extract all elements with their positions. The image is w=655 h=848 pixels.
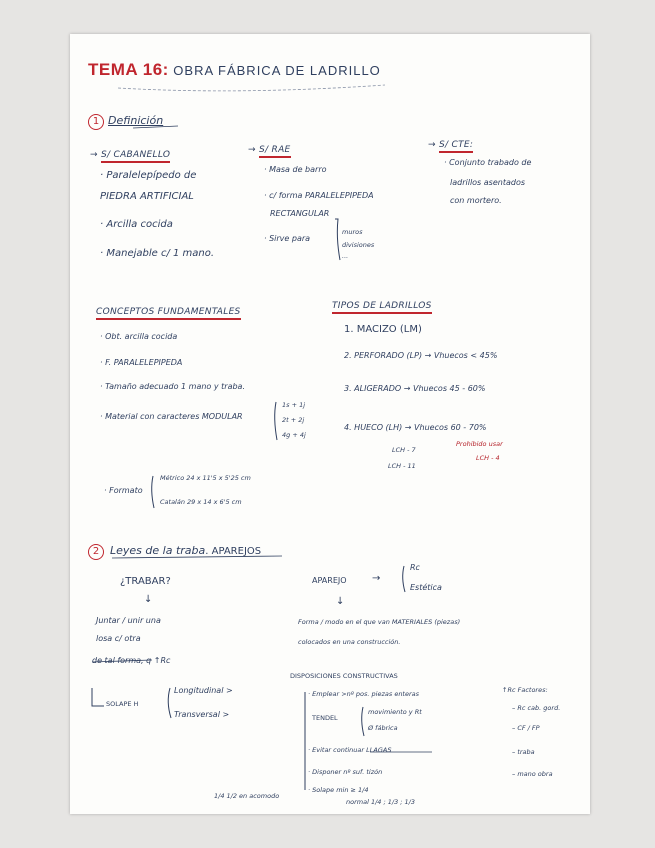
factor-item: – CF / FP (512, 724, 540, 732)
aparejo-arrow-down: ↓ (336, 596, 345, 607)
trabar-line: Juntar / unir una (96, 616, 161, 625)
tipo-note: Prohibido usar (456, 440, 503, 448)
tipo-note: LCH - 4 (476, 454, 500, 462)
cabanello-line: PIEDRA ARTIFICIAL (100, 191, 194, 202)
aparejo-option: Rc (410, 563, 420, 572)
disposicion-item: · Disponer nº suf. tizón (308, 768, 383, 776)
title-prefix: TEMA 16: (88, 60, 169, 79)
trabar-line: losa c/ otra (96, 634, 141, 643)
section1-heading: Definición (108, 114, 164, 127)
factores-heading: ↑Rc Factores: (502, 686, 548, 694)
tendel-option: movimiento y Rt (368, 708, 422, 716)
disposicion-item: · Solape min ≥ 1/4 (308, 786, 369, 794)
tipo-item: 4. HUECO (LH) → Vhuecos 60 - 70% (344, 423, 487, 432)
solape-normal: normal 1/4 ; 1/3 ; 1/3 (346, 798, 415, 806)
section2-heading: Leyes de la traba. APAREJOS (110, 544, 262, 557)
disposicion-item: · Evitar continuar LLAGAS (308, 746, 392, 754)
factor-item: – Rc cab. gord. (512, 704, 561, 712)
rae-line: · Masa de barro (264, 165, 327, 174)
cabanello-line: · Paralelepípedo de (100, 170, 197, 181)
aparejo-line: Forma / modo en el que van MATERIALES (piezas) (298, 618, 461, 626)
aparejo-option: Estética (410, 583, 442, 592)
cte-line: ladrillos asentados (450, 178, 526, 187)
rae-line: · c/ forma PARALELEPIPEDA (264, 191, 374, 200)
concepto-item: · Obt. arcilla cocida (100, 332, 178, 341)
concepto-item: · Material con caracteres MODULAR (100, 412, 243, 421)
tipos-heading: TIPOS DE LADRILLOS (332, 301, 432, 311)
concepto-item: · Tamaño adecuado 1 mano y traba. (100, 382, 245, 391)
aparejo-arrow: → (372, 573, 381, 584)
aparejo-line: colocados en una construcción. (298, 638, 401, 646)
tipo-item: 3. ALIGERADO → Vhuecos 45 - 60% (344, 384, 486, 393)
rae-sub: muros (342, 228, 363, 236)
tipo-sub: LCH - 11 (388, 462, 416, 470)
title-text: OBRA FÁBRICA DE LADRILLO (173, 63, 381, 78)
disposicion-item: TENDEL (312, 714, 338, 722)
concepto-item: · F. PARALELEPIPEDA (100, 358, 183, 367)
rae-sub: divisiones (342, 241, 375, 249)
trabar-question: ¿TRABAR? (120, 576, 171, 587)
aparejo-label: APAREJO (312, 576, 347, 585)
cte-heading: → S/ CTE: (428, 140, 473, 150)
solape-option: Transversal > (174, 710, 230, 719)
solape-acomodo: 1/4 1/2 en acomodo (214, 792, 280, 800)
cte-line: · Conjunto trabado de (444, 158, 532, 167)
section-number-1: 1 (88, 114, 104, 130)
formato-metrico: Métrico 24 x 11'5 x 5'25 cm (160, 474, 251, 482)
section-number-2: 2 (88, 544, 104, 560)
modular-rule: 4g + 4j (282, 431, 306, 439)
factor-item: – traba (512, 748, 535, 756)
solape-label: SOLAPE H (106, 700, 139, 708)
tipo-item: 2. PERFORADO (LP) → Vhuecos < 45% (344, 351, 498, 360)
trabar-line: de tal forma, q ↑Rc (92, 656, 171, 665)
rae-heading: → S/ RAE (248, 145, 291, 155)
disposicion-item: · Emplear >nº pos. piezas enteras (308, 690, 420, 698)
rae-line: RECTANGULAR (270, 209, 330, 218)
rae-line: · Sirve para (264, 234, 311, 243)
cabanello-line: · Arcilla cocida (100, 219, 173, 230)
rae-sub: ... (342, 252, 349, 260)
formato-label: · Formato (104, 486, 143, 495)
formato-catalan: Catalán 29 x 14 x 6'5 cm (160, 498, 242, 506)
cabanello-heading: → S/ CABANELLO (90, 150, 170, 160)
conceptos-heading: CONCEPTOS FUNDAMENTALES (96, 307, 241, 317)
cabanello-line: · Manejable c/ 1 mano. (100, 248, 215, 259)
cte-line: con mortero. (450, 196, 502, 205)
factor-item: – mano obra (512, 770, 553, 778)
tendel-option: Ø fábrica (368, 724, 398, 732)
tipo-item: 1. MACIZO (LM) (344, 324, 422, 335)
page-title (88, 60, 381, 80)
trabar-arrow: ↓ (144, 594, 153, 605)
tipo-sub: LCH - 7 (392, 446, 416, 454)
modular-rule: 1s + 1j (282, 401, 306, 409)
solape-option: Longitudinal > (174, 686, 233, 695)
modular-rule: 2t + 2j (282, 416, 305, 424)
disposiciones-heading: DISPOSICIONES CONSTRUCTIVAS (290, 672, 398, 680)
